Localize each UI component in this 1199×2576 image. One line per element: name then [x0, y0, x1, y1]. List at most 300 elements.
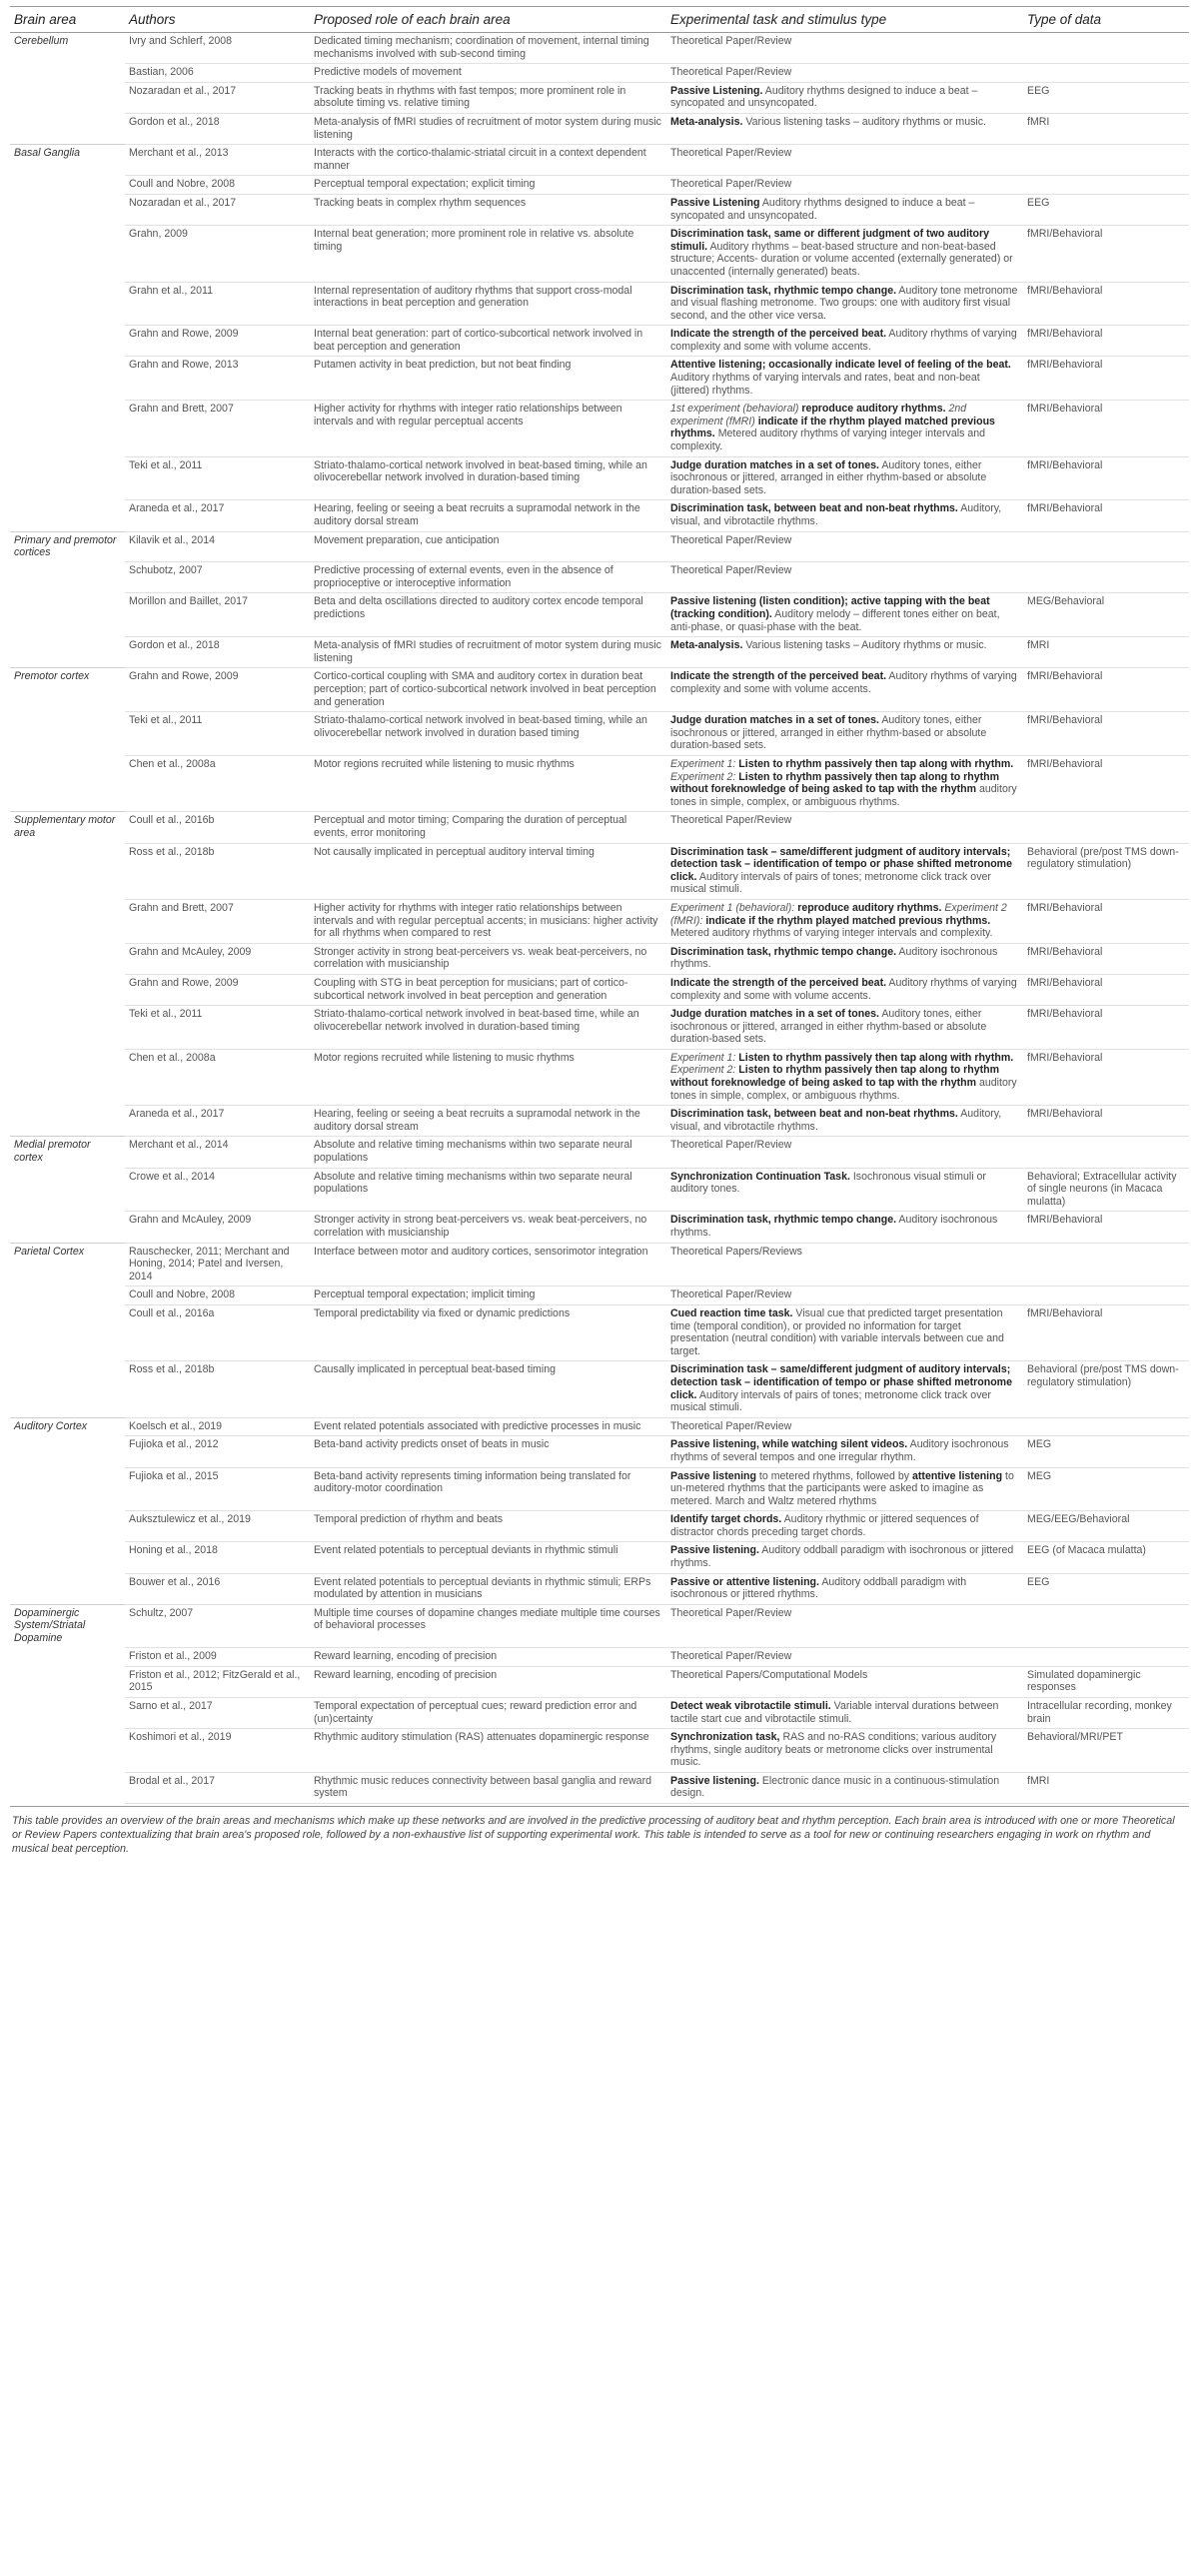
task-text-segment: Passive Listening	[670, 196, 760, 209]
authors-cell: Nozaradan et al., 2017	[125, 82, 310, 113]
authors-cell: Teki et al., 2011	[125, 456, 310, 500]
table-row	[10, 1006, 1189, 1050]
data-type-cell: fMRI	[1023, 113, 1189, 144]
data-type-cell: EEG	[1023, 82, 1189, 113]
role-cell: Stronger activity in strong beat-perceivers vs. weak beat-perceivers, no correlation with musicianship	[310, 1212, 666, 1243]
authors-cell: Gordon et al., 2018	[125, 113, 310, 144]
role-cell: Absolute and relative timing mechanisms within two separate neural populations	[310, 1137, 666, 1168]
authors-cell: Koelsch et al., 2019	[125, 1417, 310, 1436]
role-cell: Reward learning, encoding of precision	[310, 1666, 666, 1697]
task-text-segment: Theoretical Paper/Review	[670, 66, 792, 79]
brain-area-cell	[10, 1697, 125, 1728]
task-cell	[666, 812, 1023, 843]
brain-area-cell	[10, 1729, 125, 1773]
task-text-segment: Auditory rhythms designed to induce a beat – syncopated and unsyncopated.	[670, 196, 975, 222]
task-text-segment: Theoretical Paper/Review	[670, 564, 792, 577]
brain-area-cell: Auditory Cortex	[10, 1417, 125, 1436]
task-text-segment: Passive listening	[670, 1469, 756, 1482]
role-cell: Tracking beats in complex rhythm sequences	[310, 194, 666, 225]
role-cell: Perceptual temporal expectation; implicit timing	[310, 1287, 666, 1305]
role-cell: Temporal expectation of perceptual cues; reward prediction error and (un)certainty	[310, 1697, 666, 1728]
task-text-segment: Auditory rhythms designed to induce a beat – syncopated and unsyncopated.	[670, 84, 978, 110]
authors-cell: Grahn et al., 2011	[125, 282, 310, 326]
task-text-segment: Experiment 1:	[670, 758, 736, 770]
authors-cell: Koshimori et al., 2019	[125, 1729, 310, 1773]
task-cell	[666, 531, 1023, 562]
data-type-cell	[1023, 1243, 1189, 1287]
data-type-cell: Intracellular recording, monkey brain	[1023, 1697, 1189, 1728]
table-row	[10, 974, 1189, 1005]
authors-cell: Rauschecker, 2011; Merchant and Honing, 2014; Patel and Iversen, 2014	[125, 1243, 310, 1287]
authors-cell: Chen et al., 2008a	[125, 756, 310, 812]
brain-area-cell	[10, 282, 125, 326]
data-type-cell: fMRI/Behavioral	[1023, 974, 1189, 1005]
task-cell	[666, 1542, 1023, 1573]
task-cell	[666, 1697, 1023, 1728]
data-type-cell	[1023, 1604, 1189, 1647]
task-cell	[666, 562, 1023, 593]
role-cell: Striato-thalamo-cortical network involved in beat-based timing, while an olivocerebellar network involved in duration based timing	[310, 712, 666, 756]
table-row	[10, 1212, 1189, 1243]
authors-cell: Grahn and Rowe, 2013	[125, 357, 310, 401]
table-row	[10, 1304, 1189, 1360]
task-cell	[666, 145, 1023, 176]
task-text-segment: Theoretical Paper/Review	[670, 1139, 792, 1152]
authors-cell: Grahn and Rowe, 2009	[125, 974, 310, 1005]
header-role: Proposed role of each brain area	[310, 7, 666, 33]
data-type-cell: fMRI/Behavioral	[1023, 943, 1189, 974]
brain-area-cell	[10, 401, 125, 456]
role-cell: Dedicated timing mechanism; coordination of movement, internal timing mechanisms involved with sub-second timing	[310, 33, 666, 64]
authors-cell: Araneda et al., 2017	[125, 500, 310, 531]
data-type-cell: fMRI/Behavioral	[1023, 1006, 1189, 1050]
task-cell	[666, 1436, 1023, 1467]
data-type-cell: MEG/Behavioral	[1023, 593, 1189, 637]
task-text-segment: Auditory rhythms of varying intervals and rates, beat and non-beat (jittered) rhythms.	[670, 372, 980, 397]
header-data-type: Type of data	[1023, 7, 1189, 33]
task-cell	[666, 282, 1023, 326]
role-cell: Motor regions recruited while listening to music rhythms	[310, 1049, 666, 1105]
task-text-segment: Detect weak vibrotactile stimuli.	[670, 1699, 831, 1712]
task-text-segment: Various listening tasks – Auditory rhythms or music.	[742, 639, 987, 652]
authors-cell: Brodal et al., 2017	[125, 1772, 310, 1803]
task-text-segment: Auditory intervals of pairs of tones; metronome click track over musical stimuli.	[670, 1388, 991, 1414]
table-row	[10, 500, 1189, 531]
task-text-segment: Auditory rhythms of varying complexity and some with volume accents.	[670, 328, 1017, 353]
data-type-cell	[1023, 1137, 1189, 1168]
task-text-segment: auditory tones in simple, complex, or ambiguous rhythms.	[670, 1077, 1017, 1102]
task-cell	[666, 974, 1023, 1005]
brain-area-cell: Medial premotor cortex	[10, 1137, 125, 1168]
table-row	[10, 1772, 1189, 1803]
task-text-segment: Theoretical Paper/Review	[670, 814, 792, 827]
brain-area-cell	[10, 1006, 125, 1050]
authors-cell: Chen et al., 2008a	[125, 1049, 310, 1105]
role-cell: Event related potentials to perceptual deviants in rhythmic stimuli	[310, 1542, 666, 1573]
task-text-segment: 2nd experiment (fMRI)	[670, 403, 967, 428]
authors-cell: Sarno et al., 2017	[125, 1697, 310, 1728]
task-cell	[666, 1006, 1023, 1050]
task-cell	[666, 1212, 1023, 1243]
task-text-segment: reproduce auditory rhythms.	[794, 901, 945, 914]
table-row	[10, 1648, 1189, 1667]
data-type-cell: MEG	[1023, 1467, 1189, 1511]
task-cell	[666, 756, 1023, 812]
authors-cell: Gordon et al., 2018	[125, 637, 310, 668]
table-row	[10, 712, 1189, 756]
authors-cell: Teki et al., 2011	[125, 1006, 310, 1050]
authors-cell: Grahn and Rowe, 2009	[125, 668, 310, 712]
task-cell	[666, 1361, 1023, 1417]
task-cell	[666, 194, 1023, 225]
data-type-cell: fMRI	[1023, 1772, 1189, 1803]
task-text-segment: Discrimination task, between beat and non-beat rhythms.	[670, 1108, 958, 1121]
role-cell: Meta-analysis of fMRI studies of recruitment of motor system during music listening	[310, 113, 666, 144]
task-cell	[666, 1729, 1023, 1773]
task-text-segment: Various listening tasks – auditory rhythms or music.	[742, 115, 986, 128]
task-text-segment: Auditory melody – different tones either on beat, anti-phase, or quasi-phase with the beat.	[670, 608, 1000, 633]
table-row	[10, 1604, 1189, 1647]
task-text-segment: Experiment 1 (behavioral):	[670, 901, 795, 914]
brain-area-cell	[10, 1168, 125, 1212]
table-row	[10, 1417, 1189, 1436]
data-type-cell: Behavioral/MRI/PET	[1023, 1729, 1189, 1773]
data-type-cell: Behavioral (pre/post TMS down-regulatory stimulation)	[1023, 1361, 1189, 1417]
brain-area-cell	[10, 226, 125, 282]
data-type-cell: EEG (of Macaca mulatta)	[1023, 1542, 1189, 1573]
header-task: Experimental task and stimulus type	[666, 7, 1023, 33]
task-text-segment: Indicate the strength of the perceived beat.	[670, 670, 887, 683]
role-cell: Higher activity for rhythms with integer ratio relationships between intervals and with regular perceptual accents; in musicians: higher activity for all rhythms when compared to rest	[310, 899, 666, 943]
data-type-cell: fMRI/Behavioral	[1023, 357, 1189, 401]
role-cell: Tracking beats in rhythms with fast tempos; more prominent role in absolute timing vs. relative timing	[310, 82, 666, 113]
task-text-segment: Theoretical Papers/Computational Models	[670, 1668, 868, 1681]
role-cell: Not causally implicated in perceptual auditory interval timing	[310, 843, 666, 899]
task-cell	[666, 668, 1023, 712]
authors-cell: Grahn, 2009	[125, 226, 310, 282]
role-cell: Motor regions recruited while listening to music rhythms	[310, 756, 666, 812]
task-text-segment: Passive listening.	[670, 1544, 759, 1557]
authors-cell: Grahn and Brett, 2007	[125, 899, 310, 943]
task-text-segment: Listen to rhythm passively then tap along with rhythm.	[735, 1051, 1014, 1064]
role-cell: Hearing, feeling or seeing a beat recruits a supramodal network in the auditory dorsal stream	[310, 1106, 666, 1137]
authors-cell: Crowe et al., 2014	[125, 1168, 310, 1212]
brain-area-cell: Basal Ganglia	[10, 145, 125, 176]
task-text-segment: Theoretical Paper/Review	[670, 1650, 792, 1663]
brain-area-cell	[10, 1049, 125, 1105]
table-row	[10, 843, 1189, 899]
authors-cell: Grahn and Brett, 2007	[125, 401, 310, 456]
table-row	[10, 1697, 1189, 1728]
table-row	[10, 812, 1189, 843]
task-cell	[666, 593, 1023, 637]
task-text-segment: Auditory intervals of pairs of tones; metronome click track over musical stimuli.	[670, 870, 991, 896]
task-cell	[666, 33, 1023, 64]
authors-cell: Grahn and McAuley, 2009	[125, 943, 310, 974]
authors-cell: Ross et al., 2018b	[125, 843, 310, 899]
brain-area-cell	[10, 899, 125, 943]
table-row	[10, 357, 1189, 401]
task-cell	[666, 1287, 1023, 1305]
task-text-segment: Auditory rhythms – beat-based structure and non-beat-based structure; Accents- duration or volume accented (externally generated) or unaccented (internally generated) beats.	[670, 240, 1013, 278]
task-cell	[666, 456, 1023, 500]
table-body	[10, 33, 1189, 1804]
task-text-segment: Auditory isochronous rhythms.	[670, 1214, 998, 1239]
brain-area-cell	[10, 326, 125, 357]
brain-area-cell	[10, 1361, 125, 1417]
task-text-segment: Attentive listening; occasionally indicate level of feeling of the beat.	[670, 359, 1011, 372]
brain-area-cell	[10, 113, 125, 144]
table-row	[10, 899, 1189, 943]
task-cell	[666, 1243, 1023, 1287]
brain-area-cell	[10, 712, 125, 756]
task-text-segment: Judge duration matches in a set of tones.	[670, 458, 879, 471]
authors-cell: Friston et al., 2009	[125, 1648, 310, 1667]
role-cell: Event related potentials associated with predictive processes in music	[310, 1417, 666, 1436]
role-cell: Multiple time courses of dopamine changes mediate multiple time courses of behavioral processes	[310, 1604, 666, 1647]
table-row	[10, 1511, 1189, 1542]
role-cell: Beta-band activity predicts onset of beats in music	[310, 1436, 666, 1467]
data-type-cell	[1023, 1287, 1189, 1305]
brain-area-cell	[10, 943, 125, 974]
task-text-segment: Listen to rhythm passively then tap along with rhythm.	[735, 758, 1014, 770]
task-text-segment: Auditory tone metronome and visual flashing metronome. Two groups: one with auditory first visual second, and the other vice versa.	[670, 284, 1018, 322]
table-row	[10, 562, 1189, 593]
role-cell: Internal representation of auditory rhythms that support cross-modal interactions in beat perception and generation	[310, 282, 666, 326]
brain-area-cell	[10, 843, 125, 899]
table-row	[10, 113, 1189, 144]
task-text-segment: indicate if the rhythm played matched previous rhythms.	[670, 415, 995, 440]
brain-area-cell	[10, 194, 125, 225]
authors-cell: Merchant et al., 2014	[125, 1137, 310, 1168]
task-text-segment: Indicate the strength of the perceived beat.	[670, 328, 887, 341]
task-cell	[666, 357, 1023, 401]
task-text-segment: Electronic dance music in a continuous-stimulation design.	[670, 1774, 1000, 1800]
task-cell	[666, 64, 1023, 83]
data-type-cell: fMRI	[1023, 637, 1189, 668]
task-text-segment: Passive listening (listen condition); active tapping with the beat (tracking condition).	[670, 595, 990, 621]
brain-area-cell	[10, 756, 125, 812]
task-text-segment: Auditory rhythms of varying complexity and some with volume accents.	[670, 670, 1017, 696]
task-text-segment: Auditory isochronous rhythms of several tempos and one irregular rhythm.	[670, 1438, 1009, 1463]
task-cell	[666, 1604, 1023, 1647]
brain-area-cell	[10, 1648, 125, 1667]
table-row	[10, 668, 1189, 712]
task-cell	[666, 1666, 1023, 1697]
brain-area-cell	[10, 593, 125, 637]
task-text-segment: Metered auditory rhythms of varying integer intervals and complexity.	[670, 927, 993, 940]
task-text-segment: Theoretical Paper/Review	[670, 178, 792, 191]
role-cell: Beta-band activity represents timing information being translated for auditory-motor coordination	[310, 1467, 666, 1511]
task-cell	[666, 176, 1023, 195]
data-type-cell	[1023, 1648, 1189, 1667]
data-type-cell: fMRI/Behavioral	[1023, 282, 1189, 326]
data-type-cell: fMRI/Behavioral	[1023, 226, 1189, 282]
authors-cell: Coull and Nobre, 2008	[125, 1287, 310, 1305]
brain-area-cell	[10, 637, 125, 668]
brain-area-cell	[10, 1304, 125, 1360]
table-row	[10, 1287, 1189, 1305]
brain-area-cell: Supplementary motor area	[10, 812, 125, 843]
role-cell: Interface between motor and auditory cortices, sensorimotor integration	[310, 1243, 666, 1287]
data-type-cell: fMRI/Behavioral	[1023, 326, 1189, 357]
table-row	[10, 401, 1189, 456]
authors-cell: Fujioka et al., 2015	[125, 1467, 310, 1511]
task-text-segment: Metered auditory rhythms of varying integer intervals and complexity.	[670, 428, 986, 453]
role-cell: Absolute and relative timing mechanisms within two separate neural populations	[310, 1168, 666, 1212]
role-cell: Meta-analysis of fMRI studies of recruitment of motor system during music listening	[310, 637, 666, 668]
data-type-cell	[1023, 531, 1189, 562]
task-text-segment: Discrimination task, rhythmic tempo change.	[670, 284, 897, 297]
task-text-segment: Auditory rhythms of varying complexity and some with volume accents.	[670, 976, 1017, 1002]
table-row	[10, 326, 1189, 357]
task-text-segment: indicate if the rhythm played matched previous rhythms.	[702, 914, 991, 927]
role-cell: Internal beat generation: part of cortico-subcortical network involved in beat perception and generation	[310, 326, 666, 357]
data-type-cell: MEG/EEG/Behavioral	[1023, 1511, 1189, 1542]
task-cell	[666, 1573, 1023, 1604]
task-text-segment: Visual cue that predicted target presentation time (temporal condition), or provided no information for target presentation (neutral condition) with variable intervals between cue and target.	[670, 1306, 1004, 1357]
task-text-segment: Experiment 2 (fMRI):	[670, 901, 1007, 927]
task-text-segment: Meta-analysis.	[670, 639, 743, 652]
table-row	[10, 145, 1189, 176]
task-text-segment: Theoretical Paper/Review	[670, 1288, 792, 1301]
task-text-segment: Passive listening, while watching silent videos.	[670, 1438, 908, 1451]
task-text-segment: attentive listening	[912, 1469, 1003, 1482]
data-type-cell: fMRI/Behavioral	[1023, 899, 1189, 943]
task-cell	[666, 1467, 1023, 1511]
task-cell	[666, 1648, 1023, 1667]
brain-area-cell: Primary and premotor cortices	[10, 531, 125, 562]
task-text-segment: Discrimination task, rhythmic tempo change.	[670, 945, 897, 958]
task-text-segment: Meta-analysis.	[670, 115, 743, 128]
brain-area-cell	[10, 1573, 125, 1604]
authors-cell: Coull et al., 2016a	[125, 1304, 310, 1360]
task-text-segment: Auditory oddball paradigm with isochronous or jittered rhythms.	[670, 1544, 1014, 1570]
task-text-segment: Theoretical Paper/Review	[670, 1419, 792, 1432]
table-row	[10, 456, 1189, 500]
task-text-segment: Theoretical Paper/Review	[670, 533, 792, 546]
task-cell	[666, 1511, 1023, 1542]
task-text-segment: reproduce auditory rhythms.	[798, 403, 949, 416]
data-type-cell: fMRI/Behavioral	[1023, 500, 1189, 531]
table-row	[10, 176, 1189, 195]
table-row	[10, 1467, 1189, 1511]
table-row	[10, 531, 1189, 562]
role-cell: Movement preparation, cue anticipation	[310, 531, 666, 562]
authors-cell: Kilavik et al., 2014	[125, 531, 310, 562]
table-row	[10, 1436, 1189, 1467]
table-footnote: This table provides an overview of the brain areas and mechanisms which make up these networks and are involved in the predictive processing of auditory beat and rhythm perception. Each brain area is introduced with one or more Theoretical or Review Papers contextualizing that brain area's proposed role, followed by a non-exhaustive list of supporting experimental work. This table is intended to serve as a tool for new or continuing researchers engaging in work on rhythm and musical beat perception.	[10, 1806, 1189, 1856]
task-text-segment: RAS and no-RAS conditions; various auditory rhythms, single auditory beats or metronome clicks over instrumental music.	[670, 1731, 997, 1769]
task-text-segment: Indicate the strength of the perceived beat.	[670, 976, 887, 989]
data-type-cell: fMRI/Behavioral	[1023, 1304, 1189, 1360]
brain-area-cell	[10, 1772, 125, 1803]
task-text-segment: Experiment 2:	[670, 770, 736, 783]
role-cell: Temporal predictability via fixed or dynamic predictions	[310, 1304, 666, 1360]
task-text-segment: Auditory rhythmic or jittered sequences of distractor chords preceding target chords.	[670, 1513, 979, 1538]
task-text-segment: Listen to rhythm passively then tap along to rhythm without foreknowledge of being asked to tap with the rhythm	[670, 770, 1000, 796]
role-cell: Predictive models of movement	[310, 64, 666, 83]
table-row	[10, 593, 1189, 637]
task-cell	[666, 1417, 1023, 1436]
task-text-segment: Theoretical Paper/Review	[670, 147, 792, 160]
table-header	[10, 7, 1189, 33]
table-row	[10, 943, 1189, 974]
task-text-segment: Auditory oddball paradigm with isochronous or jittered rhythms.	[670, 1575, 967, 1601]
table-row	[10, 1137, 1189, 1168]
authors-cell: Bastian, 2006	[125, 64, 310, 83]
brain-area-cell: Premotor cortex	[10, 668, 125, 712]
data-type-cell: fMRI/Behavioral	[1023, 1212, 1189, 1243]
brain-area-cell	[10, 1511, 125, 1542]
table-row	[10, 1243, 1189, 1287]
table-row	[10, 1666, 1189, 1697]
data-type-cell: Behavioral; Extracellular activity of single neurons (in Macaca mulatta)	[1023, 1168, 1189, 1212]
brain-area-cell	[10, 82, 125, 113]
task-text-segment: to metered rhythms, followed by	[755, 1469, 912, 1482]
task-text-segment: Auditory tones, either isochronous or jittered, arranged in either rhythm-based or absolute duration-based sets.	[670, 1008, 987, 1046]
table-row	[10, 1168, 1189, 1212]
task-cell	[666, 943, 1023, 974]
task-cell	[666, 843, 1023, 899]
data-type-cell: Simulated dopaminergic responses	[1023, 1666, 1189, 1697]
task-text-segment: Passive Listening.	[670, 84, 763, 97]
task-cell	[666, 1106, 1023, 1137]
role-cell: Event related potentials to perceptual deviants in rhythmic stimuli; ERPs modulated by attention in musicians	[310, 1573, 666, 1604]
task-cell	[666, 637, 1023, 668]
data-type-cell	[1023, 176, 1189, 195]
authors-cell: Schultz, 2007	[125, 1604, 310, 1647]
brain-area-cell	[10, 64, 125, 83]
authors-cell: Araneda et al., 2017	[125, 1106, 310, 1137]
task-text-segment: Discrimination task, same or different judgment of two auditory stimuli.	[670, 228, 990, 253]
authors-cell: Schubotz, 2007	[125, 562, 310, 593]
table-row	[10, 756, 1189, 812]
role-cell: Putamen activity in beat prediction, but not beat finding	[310, 357, 666, 401]
role-cell: Coupling with STG in beat perception for musicians; part of cortico-subcortical network involved in beat perception and generation	[310, 974, 666, 1005]
data-type-cell	[1023, 1417, 1189, 1436]
task-cell	[666, 712, 1023, 756]
task-cell	[666, 1137, 1023, 1168]
brain-area-cell	[10, 1666, 125, 1697]
table-row	[10, 637, 1189, 668]
authors-cell: Grahn and Rowe, 2009	[125, 326, 310, 357]
task-text-segment: Auditory, visual, and vibrotactile rhythms.	[670, 1108, 1002, 1133]
task-text-segment: Judge duration matches in a set of tones.	[670, 714, 879, 727]
brain-area-cell: Dopaminergic System/Striatal Dopamine	[10, 1604, 125, 1647]
task-text-segment: Discrimination task, rhythmic tempo change.	[670, 1214, 897, 1227]
data-type-cell: EEG	[1023, 1573, 1189, 1604]
task-text-segment: Discrimination task, between beat and non-beat rhythms.	[670, 502, 958, 515]
table-row	[10, 64, 1189, 83]
data-type-cell	[1023, 145, 1189, 176]
brain-area-cell	[10, 456, 125, 500]
table-row	[10, 1542, 1189, 1573]
data-type-cell: fMRI/Behavioral	[1023, 712, 1189, 756]
authors-cell: Ivry and Schlerf, 2008	[125, 33, 310, 64]
authors-cell: Merchant et al., 2013	[125, 145, 310, 176]
table-row	[10, 1049, 1189, 1105]
data-type-cell: fMRI/Behavioral	[1023, 456, 1189, 500]
authors-cell: Auksztulewicz et al., 2019	[125, 1511, 310, 1542]
role-cell: Striato-thalamo-cortical network involved in beat-based timing, while an olivocerebellar network involved in duration-based timing	[310, 456, 666, 500]
data-type-cell: fMRI/Behavioral	[1023, 1106, 1189, 1137]
header-authors: Authors	[125, 7, 310, 33]
authors-cell: Morillon and Baillet, 2017	[125, 593, 310, 637]
role-cell: Causally implicated in perceptual beat-based timing	[310, 1361, 666, 1417]
task-text-segment: Synchronization task,	[670, 1731, 780, 1744]
task-text-segment: Experiment 2:	[670, 1064, 736, 1077]
